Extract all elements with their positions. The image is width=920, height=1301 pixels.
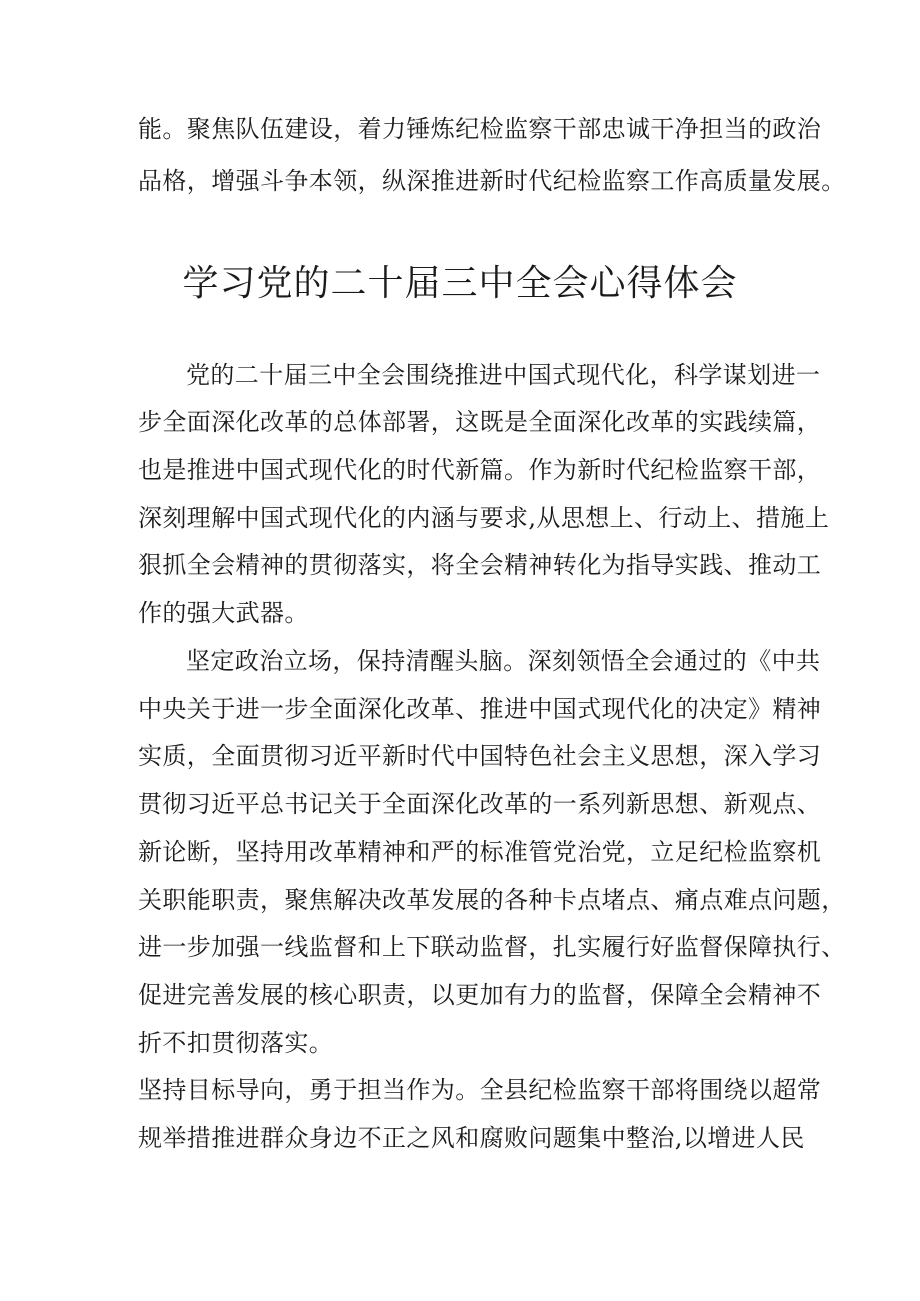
paragraph-line: 进一步加强一线监督和上下联动监督，扎实履行好监督保障执行、 — [138, 933, 846, 961]
paragraph-line: 作的强大武器。 — [138, 599, 309, 627]
paragraph-line: 促进完善发展的核心职责，以更加有力的监督，保障全会精神不 — [138, 981, 822, 1009]
paragraph-line: 狠抓全会精神的贯彻落实，将全会精神转化为指导实践、推动工 — [138, 551, 822, 579]
paragraph-line: 贯彻习近平总书记关于全面深化改革的一系列新思想、新观点、 — [138, 790, 822, 818]
paragraph-line: 党的二十届三中全会围绕推进中国式现代化，科学谋划进一 — [186, 361, 821, 389]
paragraph-line: 坚持目标导向，勇于担当作为。全县纪检监察干部将围绕以超常 — [138, 1076, 822, 1104]
paragraph-line: 坚定政治立场，保持清醒头脑。深刻领悟全会通过的《中共 — [186, 647, 821, 675]
paragraph-line: 新论断，坚持用改革精神和严的标准管党治党，立足纪检监察机 — [138, 838, 822, 866]
paragraph-line: 中央关于进一步全面深化改革、推进中国式现代化的决定》精神 — [138, 695, 822, 723]
paragraph-line: 深刻理解中国式现代化的内涵与要求,从思想上、行动上、措施上 — [138, 504, 830, 532]
paragraph-line: 步全面深化改革的总体部署，这既是全面深化改革的实践续篇， — [138, 408, 822, 436]
paragraph-line: 折不扣贯彻落实。 — [138, 1029, 334, 1057]
paragraph-line: 实质，全面贯彻习近平新时代中国特色社会主义思想，深入学习 — [138, 742, 822, 770]
page-title: 学习党的二十届三中全会心得体会 — [182, 263, 738, 304]
intro-line: 能。聚焦队伍建设，着力锤炼纪检监察干部忠诚干净担当的政治 — [138, 115, 822, 143]
intro-line: 品格，增强斗争本领，纵深推进新时代纪检监察工作高质量发展。 — [138, 167, 846, 195]
paragraph-line: 规举措推进群众身边不正之风和腐败问题集中整治,以增进人民 — [138, 1124, 805, 1152]
paragraph-line: 关职能职责，聚焦解决改革发展的各种卡点堵点、痛点难点问题， — [138, 886, 846, 914]
paragraph-line: 也是推进中国式现代化的时代新篇。作为新时代纪检监察干部， — [138, 456, 822, 484]
